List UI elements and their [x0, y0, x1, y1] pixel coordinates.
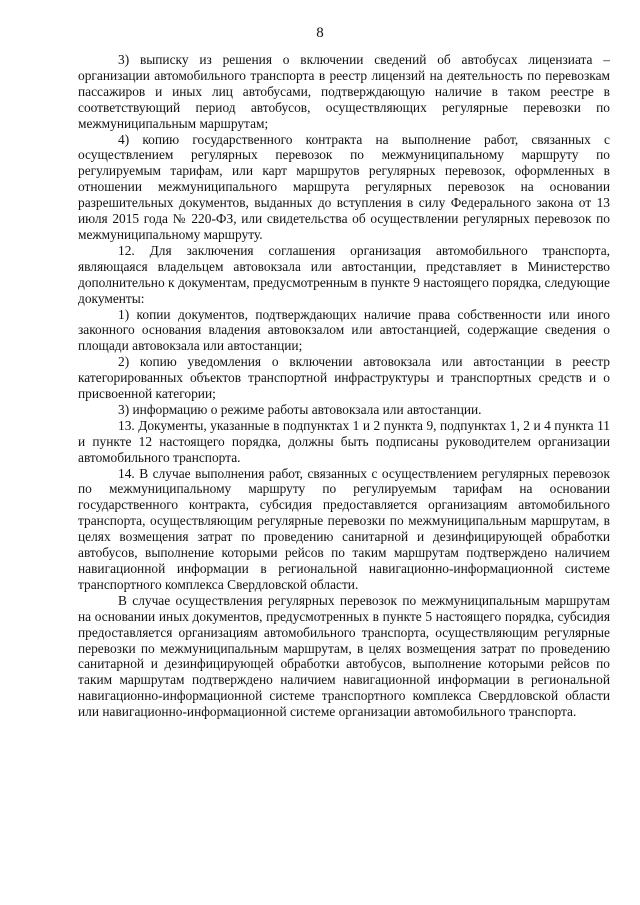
paragraph-item-12-subitem-2: 2) копию уведомления о включении автовокзала или автостанции в реестр категорированных объектов транспортной инфраструктуры и транспортных средств и о присвоенной категории; — [78, 354, 610, 402]
paragraph-subitem-4-state-contract: 4) копию государственного контракта на выполнение работ, связанных с осуществлением регулярных перевозок по межмуниципальному маршруту по регулируемым тарифам, или карт маршрутов регулярных перевозок, оформленных в отношении межмуниципального маршрута регулярных перевозок на основании разрешительных документов, выданных до вступления в силу Федерального закона от 13 июля 2015 года № 220-ФЗ, или свидетельства об осуществлении регулярных перевозок по межмуниципальному маршруту. — [78, 131, 610, 242]
paragraph-item-12-subitem-3: 3) информацию о режиме работы автовокзала или автостанции. — [118, 401, 482, 417]
paragraph-item-12: 12. Для заключения соглашения организация автомобильного транспорта, являющаяся владельцем автовокзала или автостанции, представляет в Министерство дополнительно к документам, предусмотренным в пункте 9 настоящего порядка, следующие документы: — [78, 242, 610, 306]
paragraph-item-13: 13. Документы, указанные в подпунктах 1 и 2 пункта 9, подпунктах 1, 2 и 4 пункта 11 и пункте 12 настоящего порядка, должны быть подписаны руководителем организации автомобильного транспорта. — [78, 417, 610, 465]
paragraph-item-14: 14. В случае выполнения работ, связанных с осуществлением регулярных перевозок по межмуниципальному маршруту по регулируемым тарифам на основании государственного контракта, субсидия предоставляется организациям автомобильного транспорта, осуществляющим регулярные перевозки по межмуниципальным маршрутам, в целях возмещения затрат по проведению санитарной и дезинфицирующей обработки автобусов, выполнение которыми рейсов по таким маршрутам подтверждено наличием навигационной информации в региональной навигационно-информационной системе транспортного комплекса Свердловской области. — [78, 465, 610, 592]
page-number: 8 — [316, 25, 324, 41]
paragraph-item-12-subitem-1: 1) копии документов, подтверждающих наличие права собственности или иного законного основания владения автовокзалом или автостанцией, содержащие сведения о площади автовокзала или автостанции; — [78, 306, 610, 354]
paragraph-subitem-3-license-registry: 3) выписку из решения о включении сведений об автобусах лицензиата – организации автомобильного транспорта в реестр лицензий на деятельность по перевозкам пассажиров и иных лиц автобусами, подтверждающую наличие в таком реестре в соответствующий период автобусов, осуществляющих регулярные перевозки по межмуниципальным маршрутам; — [78, 52, 610, 131]
document-body — [78, 52, 610, 720]
paragraph-item-14-continuation: В случае осуществления регулярных перевозок по межмуниципальным маршрутам на основании иных документов, предусмотренных в пункте 5 настоящего порядка, субсидия предоставляется организациям автомобильного транспорта, осуществляющим регулярные перевозки по межмуниципальным маршрутам, в целях возмещения затрат по проведению санитарной и дезинфицирующей обработки автобусов, выполнение которыми рейсов по таким маршрутам подтверждено наличием навигационной информации в региональной навигационно-информационной системе транспортного комплекса Свердловской области или навигационно-информационной системе организации автомобильного транспорта. — [78, 592, 610, 720]
